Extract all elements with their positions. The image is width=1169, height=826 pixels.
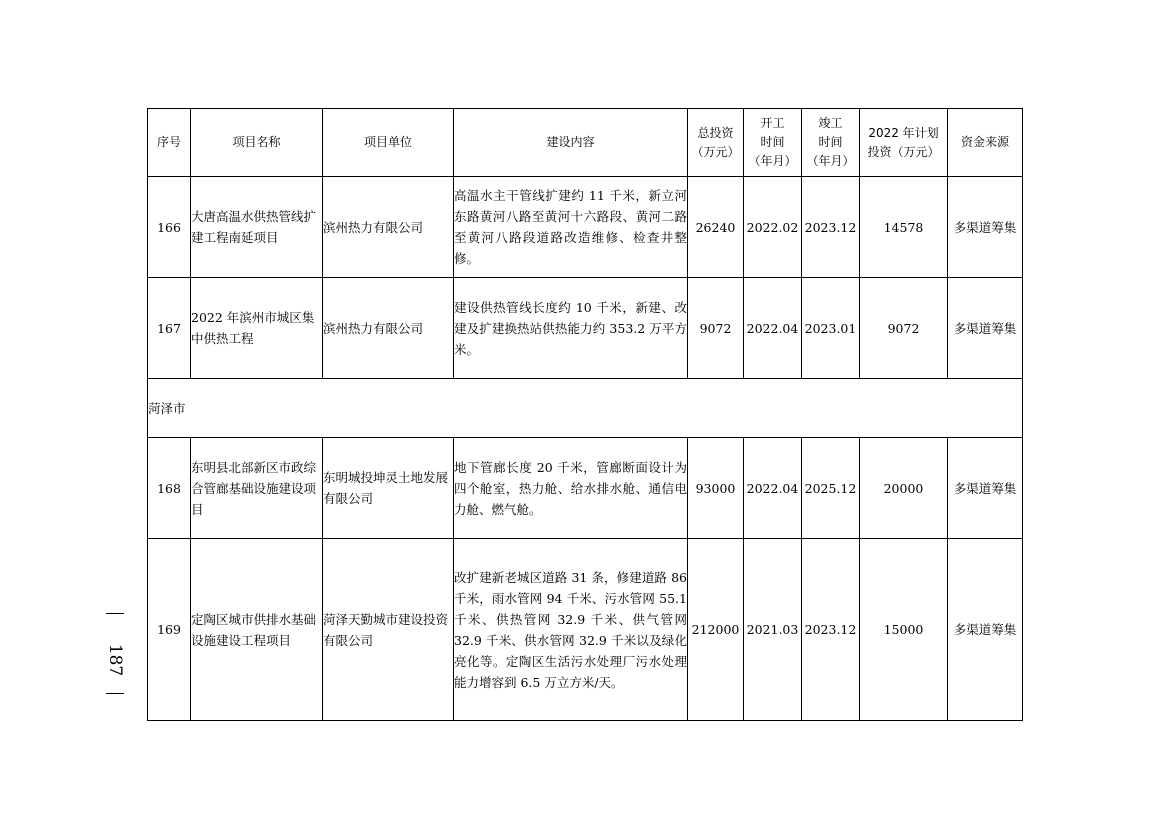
- table-row: [148, 539, 1023, 721]
- cell-project-name: 大唐高温水供热管线扩建工程南延项目: [191, 177, 323, 278]
- table-row: [148, 177, 1023, 278]
- cell-end-time: 2025.12: [802, 438, 860, 539]
- cell-start-time: 2022.02: [744, 177, 802, 278]
- cell-construction-content: 高温水主干管线扩建约 11 千米，新立河东路黄河八路至黄河十六路段、黄河二路至黄河八路段道路改造维修、检查井整修。: [454, 177, 688, 278]
- page-number-text: 187: [105, 643, 125, 677]
- cell-project-name: 2022 年滨州市城区集中供热工程: [191, 278, 323, 379]
- cell-seq: 167: [148, 278, 191, 379]
- page-number-dash-top: [106, 613, 124, 614]
- cell-fund-source: 多渠道筹集: [948, 177, 1023, 278]
- cell-total-investment: 9072: [688, 278, 744, 379]
- cell-project-unit: 滨州热力有限公司: [323, 177, 454, 278]
- cell-construction-content: 改扩建新老城区道路 31 条，修建道路 86 千米，雨水管网 94 千米、污水管网 55.1 千米、供热管网 32.9 千米、供气管网 32.9 千米、供水管网 32.9 千米以及绿化亮化等。定陶区生活污水处理厂污水处理能力增容到 6.5 万立方米/天。: [454, 539, 688, 721]
- section-row: [148, 379, 1023, 438]
- cell-seq: 166: [148, 177, 191, 278]
- header-seq: 序号: [148, 109, 191, 177]
- cell-total-investment: 93000: [688, 438, 744, 539]
- cell-end-time: 2023.12: [802, 539, 860, 721]
- cell-construction-content: 建设供热管线长度约 10 千米，新建、改建及扩建换热站供热能力约 353.2 万平方米。: [454, 278, 688, 379]
- header-end-time-line2: 时间: [818, 135, 843, 149]
- header-start-time-line1: 开工: [760, 116, 785, 130]
- header-end-time-line1: 竣工: [818, 116, 843, 130]
- header-start-time: [744, 109, 802, 177]
- cell-start-time: 2022.04: [744, 438, 802, 539]
- cell-construction-content: 地下管廊长度 20 千米，管廊断面设计为四个舱室，热力舱、给水排水舱、通信电力舱、燃气舱。: [454, 438, 688, 539]
- header-fund-source: 资金来源: [948, 109, 1023, 177]
- cell-planned-investment: 14578: [860, 177, 948, 278]
- table-header-row: [148, 109, 1023, 177]
- header-end-time-line3: （年月）: [806, 154, 855, 168]
- cell-total-investment: 212000: [688, 539, 744, 721]
- header-project-name: 项目名称: [191, 109, 323, 177]
- cell-planned-investment: 20000: [860, 438, 948, 539]
- cell-fund-source: 多渠道筹集: [948, 438, 1023, 539]
- header-start-time-line3: （年月）: [748, 154, 797, 168]
- cell-start-time: 2022.04: [744, 278, 802, 379]
- cell-seq: 169: [148, 539, 191, 721]
- cell-planned-investment: 9072: [860, 278, 948, 379]
- cell-seq: 168: [148, 438, 191, 539]
- cell-end-time: 2023.01: [802, 278, 860, 379]
- header-planned-investment-line2: 投资（万元）: [867, 144, 940, 159]
- page-number-dash-bottom: [106, 693, 124, 694]
- header-total-investment-line1: 总投资: [697, 125, 734, 140]
- cell-planned-investment: 15000: [860, 539, 948, 721]
- cell-fund-source: 多渠道筹集: [948, 278, 1023, 379]
- cell-fund-source: 多渠道筹集: [948, 539, 1023, 721]
- cell-project-unit: 滨州热力有限公司: [323, 278, 454, 379]
- header-end-time: [802, 109, 860, 177]
- cell-project-unit: 东明城投坤灵土地发展有限公司: [323, 438, 454, 539]
- header-project-unit: 项目单位: [323, 109, 454, 177]
- section-label: 菏泽市: [148, 379, 1023, 438]
- header-total-investment-line2: （万元）: [691, 144, 740, 159]
- cell-end-time: 2023.12: [802, 177, 860, 278]
- table-row: [148, 278, 1023, 379]
- page-number: [100, 605, 130, 715]
- header-planned-investment: [860, 109, 948, 177]
- cell-project-name: 定陶区城市供排水基础设施建设工程项目: [191, 539, 323, 721]
- project-table: [147, 108, 1023, 721]
- table-row: [148, 438, 1023, 539]
- cell-total-investment: 26240: [688, 177, 744, 278]
- header-start-time-line2: 时间: [760, 135, 785, 149]
- header-total-investment: [688, 109, 744, 177]
- header-construction-content: 建设内容: [454, 109, 688, 177]
- cell-start-time: 2021.03: [744, 539, 802, 721]
- cell-project-name: 东明县北部新区市政综合管廊基础设施建设项目: [191, 438, 323, 539]
- cell-project-unit: 菏泽天勤城市建设投资有限公司: [323, 539, 454, 721]
- header-planned-investment-line1: 2022 年计划: [868, 125, 939, 140]
